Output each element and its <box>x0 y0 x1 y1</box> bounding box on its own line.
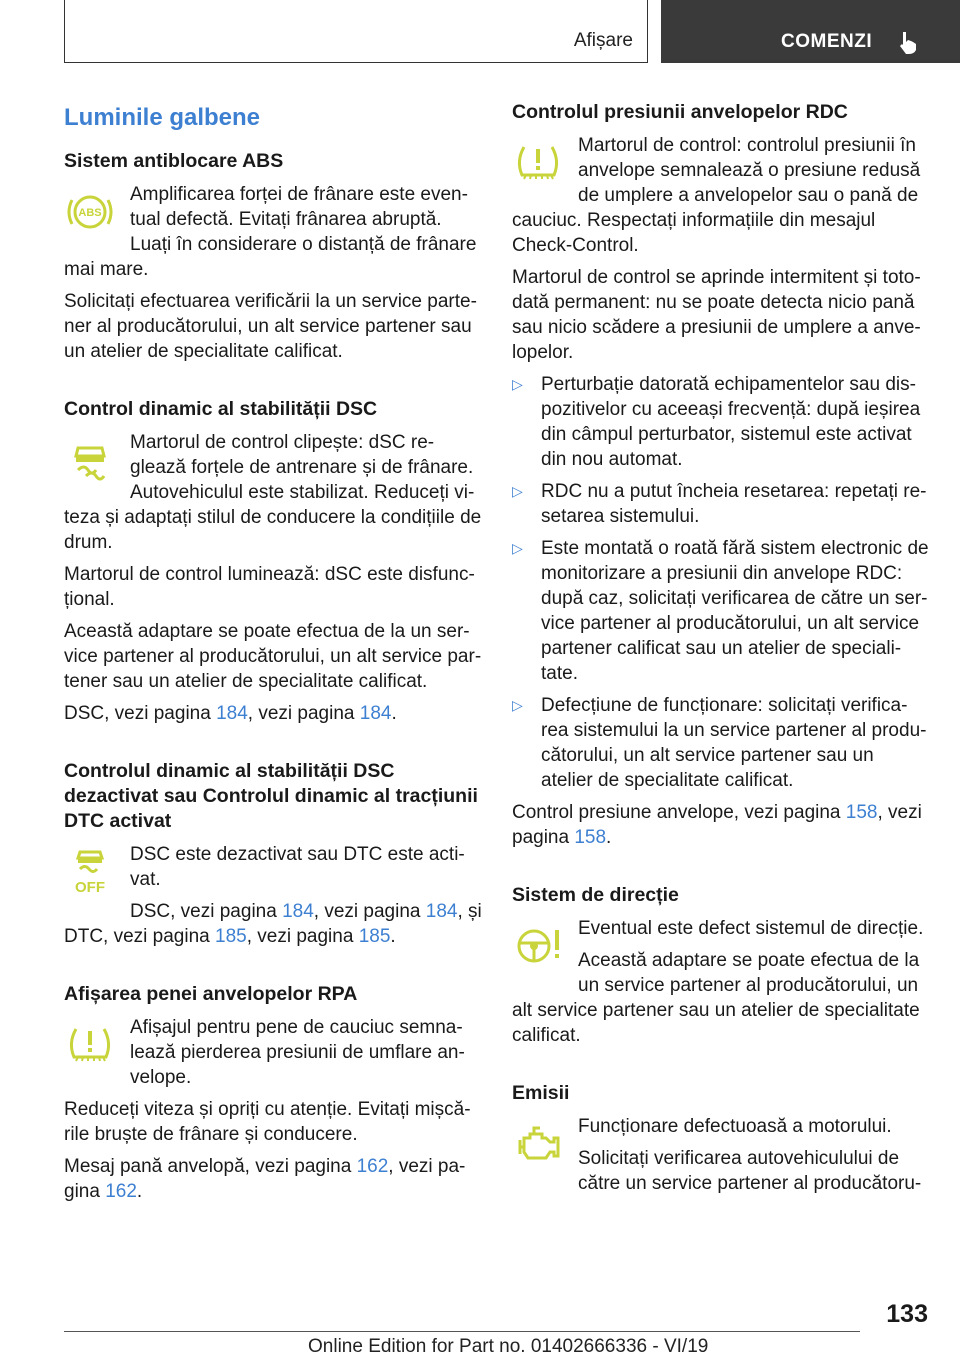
dsc-text-2: Martorul de control luminează: dSC este disfunc-țional. <box>64 564 475 610</box>
page-link[interactable]: 184 <box>282 901 314 922</box>
section-label: Afișare <box>573 30 633 51</box>
chapter-label: COMENZI <box>781 31 873 52</box>
triangle-bullet-icon: ▷ <box>512 483 523 499</box>
dsc-text-3: Această adaptare se poate efectua de la un ser-vice partener al producătorului, un alt service par-tener sau un atelier de specialitate calificat. <box>64 621 482 692</box>
list-item: ▷ Perturbație datorată echipamentelor sau dis-pozitivelor cu aceeași frecvență: după ieșirea din câmpul perturbator, sistemul este activat din nou automat. <box>512 374 921 470</box>
steering-warning-icon <box>512 916 564 974</box>
emissions-text-2: Solicitați verificarea autovehiculului de către un service partener al producătoru- <box>578 1148 922 1194</box>
page-link[interactable]: 162 <box>105 1181 137 1202</box>
svg-text:OFF: OFF <box>75 879 105 896</box>
rpa-text-2: Reduceți viteza și opriți cu atenție. Evitați mișcă-rile bruște de frânare și conducere. <box>64 1099 471 1145</box>
rpa-text-1: Afișajul pentru pene de cauciuc semna-lează pierderea presiunii de umflare an-velope. <box>130 1017 465 1088</box>
page-title: Luminile galbene <box>64 104 261 131</box>
engine-check-icon <box>512 1114 564 1172</box>
rpa-reference: Mesaj pană anvelopă, vezi pagina 162, vezi pa-gina 162. <box>64 1156 466 1202</box>
abs-text-2: Solicitați efectuarea verificării la un service parte-ner al producătorului, un alt service partener sau un atelier de specialitate calificat. <box>64 291 477 362</box>
hand-pointer-icon <box>894 28 922 56</box>
page-link[interactable]: 185 <box>215 926 247 947</box>
steering-text-2: Această adaptare se poate efectua de la un service partener al producătorului, un alt service partener sau un atelier de specialitate calificat. <box>512 950 920 1046</box>
abs-text-1: Amplificarea forței de frânare este even-tual defectă. Evitați frânarea abruptă. Luați în considerare o distanță de frânare mai mare. <box>64 184 477 280</box>
list-item: ▷ Este montată o roată fără sistem electronic de monitorizare a presiunii din anvelope RDC: după caz, solicitați verificarea de către un ser-vice partener al producătorului, un alt service partener calificat sau un atelier de speciali-tate. <box>512 538 929 684</box>
steering-text-1: Eventual este defect sistemul de direcție. <box>578 918 924 939</box>
page-link[interactable]: 184 <box>425 901 458 922</box>
dsc-off-text-1: DSC este dezactivat sau DTC este acti-vat. <box>130 844 465 890</box>
rdc-reference: Control presiune anvelope, vezi pagina 158, vezi pagina 158. <box>512 802 922 848</box>
triangle-bullet-icon: ▷ <box>512 540 523 556</box>
page-number: 133 <box>886 1300 928 1328</box>
dsc-reference: DSC, vezi pagina 184, vezi pagina 184. <box>64 703 397 724</box>
page-link[interactable]: 184 <box>359 703 392 724</box>
page-link[interactable]: 162 <box>356 1156 389 1177</box>
right-column <box>512 100 930 1203</box>
section-tab[interactable] <box>64 0 648 63</box>
rdc-bullet-list <box>512 372 930 793</box>
abs-heading: Sistem antiblocare ABS <box>64 150 284 172</box>
svg-text:ABS: ABS <box>78 207 102 219</box>
dsc-off-heading: Controlul dinamic al stabilității DSC dezactivat sau Controlul dinamic al tracțiunii DTC activat <box>64 760 478 832</box>
page-link[interactable]: 158 <box>845 802 878 823</box>
dsc-skid-icon <box>64 430 116 488</box>
dsc-text-1: Martorul de control clipește: dSC re-glează forțele de antrenare și de frânare. Autovehiculul este stabilizat. Reduceți vi-teza și adaptați stilul de conducere la condițiile de drum. <box>64 432 482 553</box>
footer-divider <box>64 1331 860 1332</box>
triangle-bullet-icon: ▷ <box>512 697 523 713</box>
tire-pressure-warning-icon <box>64 1015 116 1073</box>
dsc-heading: Control dinamic al stabilității DSC <box>64 398 378 420</box>
rdc-text-2: Martorul de control se aprinde intermitent și toto-dată permanent: nu se poate detecta nicio pană sau nicio scădere a presiunii de umplere a anve-lopelor. <box>512 267 921 363</box>
abs-warning-icon <box>64 182 116 240</box>
dsc-off-reference: DSC, vezi pagina 184, vezi pagina 184, și DTC, vezi pagina 185, vezi pagina 185. <box>64 901 482 947</box>
rpa-heading: Afișarea penei anvelopelor RPA <box>64 983 358 1005</box>
page-header <box>0 0 960 66</box>
tire-pressure-warning-icon <box>512 133 564 191</box>
page-link[interactable]: 158 <box>574 827 607 848</box>
emissions-heading: Emisii <box>512 1082 570 1104</box>
edition-label: Online Edition for Part no. 01402666336 - VI/19 <box>308 1336 709 1357</box>
dsc-off-icon <box>64 842 116 900</box>
rdc-text-1: Martorul de control: controlul presiunii în anvelope semnalează o presiune redusă de umplere a anvelopelor sau o pană de cauciuc. Respectați informațiile din mesajul Check-Control. <box>512 135 921 256</box>
left-column <box>64 100 482 1211</box>
triangle-bullet-icon: ▷ <box>512 376 523 392</box>
page-link[interactable]: 184 <box>216 703 248 724</box>
page-link[interactable]: 185 <box>358 926 391 947</box>
emissions-text-1: Funcționare defectuoasă a motorului. <box>578 1116 892 1137</box>
rdc-heading: Controlul presiunii anvelopelor RDC <box>512 101 848 123</box>
list-item: ▷ Defecțiune de funcționare: solicitați verifica-rea sistemului la un service partener al produ-cătorului, un alt service partener sau un atelier de specialitate calificat. <box>512 695 927 791</box>
steering-heading: Sistem de direcție <box>512 884 679 906</box>
list-item: ▷ RDC nu a putut încheia resetarea: repetați re-setarea sistemului. <box>512 481 927 527</box>
